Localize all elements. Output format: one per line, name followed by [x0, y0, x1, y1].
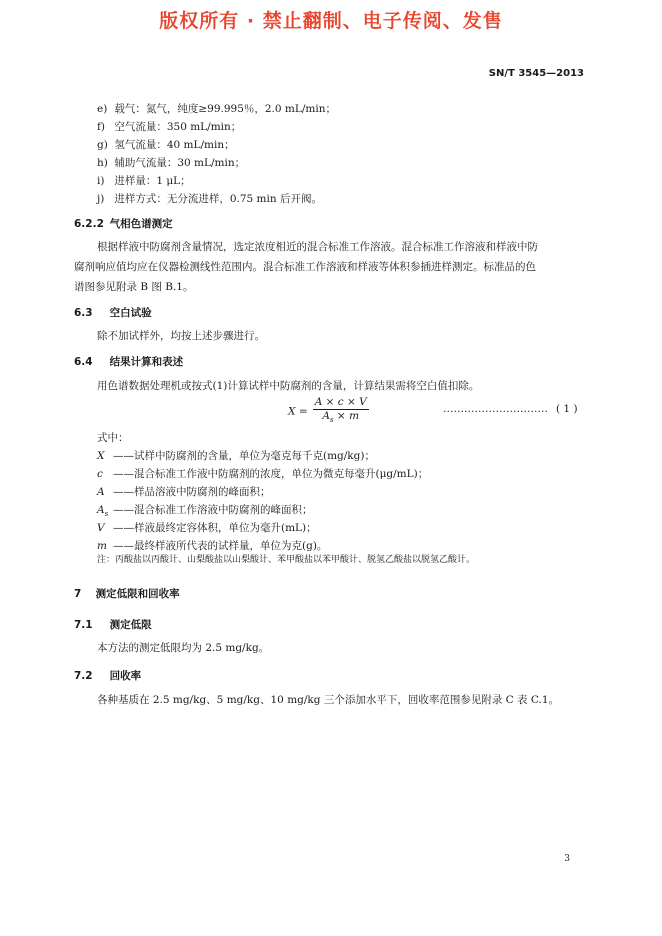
- variable-description: ——混合标准工作溶液中防腐剂的峰面积；: [113, 504, 313, 516]
- condition-text: 辅助气流量：30 mL/min；: [114, 157, 246, 169]
- condition-letter: h): [97, 157, 108, 169]
- section-number: 7.1: [74, 619, 93, 631]
- condition-item: [97, 173, 191, 188]
- variable-description: ——样液最终定容体积，单位为毫升(mL)；: [113, 522, 317, 534]
- section-title: 气相色谱测定: [109, 218, 173, 230]
- variable-description: ——样品溶液中防腐剂的峰面积；: [113, 486, 271, 498]
- section-number: 6.3: [74, 307, 93, 319]
- condition-text: 载气：氮气，纯度≥99.995％，2.0 mL/min；: [114, 103, 336, 115]
- condition-letter: j): [97, 193, 105, 205]
- variable-description: ——最终样液所代表的试样量，单位为克(g)。: [113, 540, 328, 552]
- section-title: 测定低限和回收率: [95, 588, 180, 600]
- variable-symbol: X: [97, 450, 105, 462]
- variable-definition: [97, 520, 317, 535]
- condition-text: 空气流量：350 mL/min；: [114, 121, 242, 133]
- paragraph-line: 本方法的测定低限均为 2.5 mg/kg。: [97, 642, 270, 654]
- variable-description: ——混合标准工作液中防腐剂的浓度，单位为微克每毫升(μg/mL)；: [113, 468, 429, 480]
- paragraph-line: 根据样液中防腐剂含量情况，选定浓度相近的混合标准工作溶液。混合标准工作溶液和样液中防: [97, 241, 538, 253]
- section-number: 7: [74, 588, 82, 600]
- section-heading-7-1: [74, 617, 152, 632]
- variable-definition: [97, 484, 271, 499]
- section-number: 6.2.2: [74, 218, 104, 230]
- section-title: 结果计算和表述: [109, 356, 184, 368]
- formula-lhs: X =: [288, 405, 308, 418]
- condition-item: [97, 137, 235, 152]
- paragraph-line: 除不加试样外，均按上述步骤进行。: [97, 330, 265, 342]
- variable-description: ——试样中防腐剂的含量，单位为毫克每千克(mg/kg)；: [113, 450, 375, 462]
- condition-text: 进样量：1 μL；: [114, 175, 191, 187]
- paragraph-line: 谱图参见附录 B 图 B.1。: [74, 281, 194, 293]
- variable-definition: [97, 538, 327, 553]
- page-number: 3: [564, 854, 570, 864]
- condition-text: 进样方式：无分流进样，0.75 min 后开阀。: [114, 193, 322, 205]
- condition-item: [97, 191, 322, 206]
- condition-letter: f): [97, 121, 105, 133]
- condition-text: 氢气流量：40 mL/min；: [114, 139, 235, 151]
- variable-symbol: c: [97, 468, 103, 480]
- condition-letter: g): [97, 139, 108, 151]
- section-title: 回收率: [109, 670, 142, 682]
- section-title: 测定低限: [109, 619, 152, 631]
- section-heading-7-2: [74, 668, 141, 683]
- condition-letter: i): [97, 175, 105, 187]
- condition-item: [97, 119, 241, 134]
- paragraph-line: 腐剂响应值均应在仪器检测线性范围内。混合标准工作溶液和样液等体积参插进样测定。标准品的色: [74, 261, 536, 273]
- section-heading-7: [74, 586, 180, 601]
- formula-1: [288, 396, 369, 427]
- where-label: 式中：: [97, 432, 129, 444]
- section-number: 7.2: [74, 670, 93, 682]
- formula-leader: …………………………: [443, 403, 548, 415]
- variable-symbol: $A_s$: [97, 504, 109, 519]
- variable-symbol: A: [97, 486, 105, 498]
- section-heading-6-4: [74, 354, 183, 369]
- condition-item: [97, 101, 336, 116]
- formula-numerator: A × c × V: [314, 396, 367, 408]
- section-title: 空白试验: [109, 307, 152, 319]
- paragraph-line: 用色谱数据处理机或按式(1)计算试样中防腐剂的含量，计算结果需将空白值扣除。: [97, 380, 480, 392]
- section-heading-6-2-2: [74, 216, 173, 231]
- formula-denominator: $A_s \times m$: [322, 410, 360, 425]
- equation-number: ( 1 ): [556, 403, 578, 415]
- variable-definition: [97, 466, 428, 481]
- variable-definition: [97, 502, 313, 518]
- condition-letter: e): [97, 103, 108, 115]
- copyright-watermark: 版权所有 · 禁止翻制、电子传阅、发售: [159, 10, 503, 32]
- condition-item: [97, 155, 245, 170]
- note: 注：丙酸盐以丙酸计、山梨酸盐以山梨酸计、苯甲酸盐以苯甲酸计、脱氢乙酸盐以脱氢乙酸计。: [97, 555, 476, 565]
- paragraph-line: 各种基质在 2.5 mg/kg、5 mg/kg、10 mg/kg 三个添加水平下，回收率范围参见附录 C 表 C.1。: [97, 694, 560, 706]
- variable-symbol: V: [97, 522, 105, 534]
- section-heading-6-3: [74, 305, 152, 320]
- variable-symbol: m: [97, 540, 107, 552]
- formula-fraction: [313, 396, 369, 427]
- variable-definition: [97, 448, 375, 463]
- section-number: 6.4: [74, 356, 93, 368]
- standard-number: SN/T 3545—2013: [488, 68, 584, 79]
